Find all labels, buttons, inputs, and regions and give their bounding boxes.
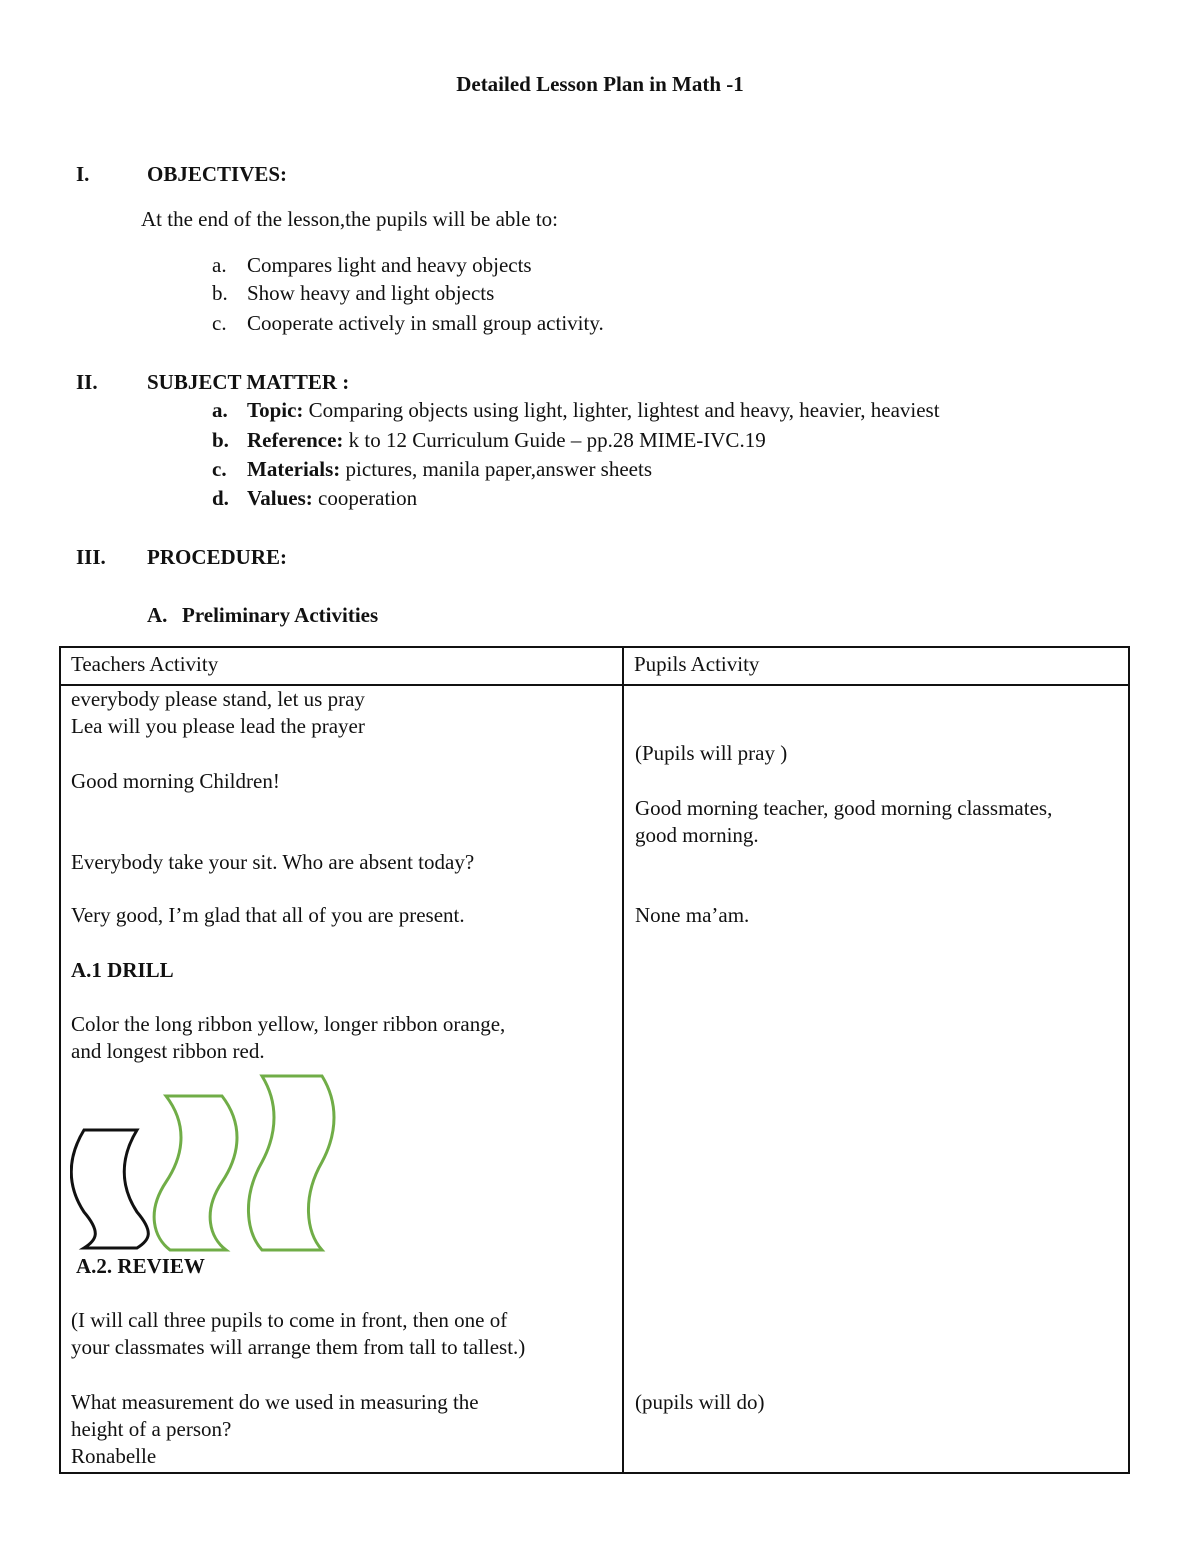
teacher-line: Good morning Children! [71, 769, 280, 793]
subject-item-materials [247, 457, 652, 482]
ribbon-longest-shape [248, 1076, 334, 1250]
drill-instruction: and longest ribbon red. [71, 1039, 265, 1063]
subject-value: pictures, manila paper,answer sheets [340, 457, 653, 481]
teacher-line: Lea will you please lead the prayer [71, 714, 365, 738]
header-teachers-activity: Teachers Activity [60, 647, 623, 685]
objective-letter: a. [212, 253, 227, 277]
section-heading-procedure: PROCEDURE: [147, 545, 287, 569]
subject-item-reference [247, 428, 766, 453]
objective-item: Compares light and heavy objects [247, 253, 532, 277]
teacher-question: height of a person? [71, 1417, 232, 1441]
objectives-intro: At the end of the lesson,the pupils will be able to: [141, 207, 559, 231]
pupil-line: (pupils will do) [635, 1390, 765, 1414]
pupil-line: (Pupils will pray ) [635, 741, 788, 765]
subject-letter: d. [212, 486, 229, 510]
section-heading-objectives: OBJECTIVES: [147, 162, 288, 186]
subject-item-values [247, 486, 417, 511]
subject-letter: a. [212, 398, 228, 422]
section-numeral-procedure: III. [76, 545, 106, 569]
section-numeral-subject-matter: II. [76, 370, 98, 394]
header-pupils-activity: Pupils Activity [623, 647, 1129, 685]
review-heading: A.2. REVIEW [76, 1254, 205, 1278]
subject-label: Materials: [247, 457, 341, 481]
objective-item: Cooperate actively in small group activity. [247, 311, 604, 335]
objective-item: Show heavy and light objects [247, 281, 495, 305]
objective-letter: b. [212, 281, 228, 305]
drill-heading: A.1 DRILL [71, 958, 174, 982]
subsection-letter: A. [147, 603, 168, 627]
drill-instruction: Color the long ribbon yellow, longer ribbon orange, [71, 1012, 506, 1036]
pupils-activity-cell [623, 685, 1129, 1473]
ribbon-long-shape [71, 1130, 148, 1248]
subject-letter: c. [212, 457, 227, 481]
activity-table [59, 646, 1130, 1474]
ribbon-longer-shape [154, 1096, 237, 1250]
teacher-question: Ronabelle [71, 1444, 157, 1468]
subject-value: cooperation [312, 486, 418, 510]
table-header-row [60, 647, 1129, 685]
subject-label: Reference: [247, 428, 344, 452]
pupil-line: Good morning teacher, good morning classmates, [635, 796, 1053, 820]
teacher-line: everybody please stand, let us pray [71, 687, 365, 711]
objective-letter: c. [212, 311, 227, 335]
subject-letter: b. [212, 428, 229, 452]
subject-label: Topic: [247, 398, 304, 422]
section-heading-subject-matter: SUBJECT MATTER : [147, 370, 350, 394]
subject-value: Comparing objects using light, lighter, lightest and heavy, heavier, heaviest [303, 398, 940, 422]
review-instruction: your classmates will arrange them from tall to tallest.) [71, 1335, 526, 1359]
subsection-heading: Preliminary Activities [182, 603, 379, 627]
ribbons-illustration [70, 1072, 340, 1254]
section-numeral-objectives: I. [76, 162, 90, 186]
teacher-line: Very good, I’m glad that all of you are present. [71, 903, 465, 927]
review-instruction: (I will call three pupils to come in front, then one of [71, 1308, 508, 1332]
subject-value: k to 12 Curriculum Guide – pp.28 MIME-IVC.19 [343, 428, 766, 452]
page-title: Detailed Lesson Plan in Math -1 [456, 72, 744, 96]
teacher-line: Everybody take your sit. Who are absent today? [71, 850, 475, 874]
pupil-line: None ma’am. [635, 903, 750, 927]
teacher-question: What measurement do we used in measuring the [71, 1390, 479, 1414]
subject-label: Values: [247, 486, 313, 510]
subject-item-topic [247, 398, 940, 423]
pupil-line: good morning. [635, 823, 759, 847]
